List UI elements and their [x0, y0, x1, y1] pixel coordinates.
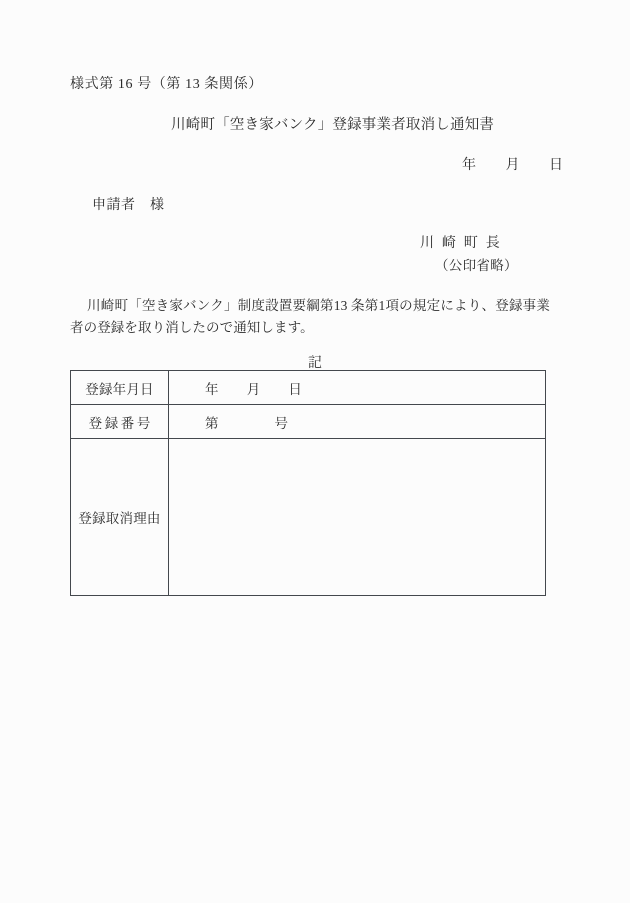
form-number: 様式第 16 号（第 13 条関係） — [70, 77, 263, 92]
body-paragraph: 川崎町「空き家バンク」制度設置要綱第13 条第1項の規定により、登録事業者の登録を取り消したので通知します。 — [70, 298, 550, 335]
document-title: 川崎町「空き家バンク」登録事業者取消し通知書 — [171, 117, 495, 133]
registration-detail-table — [70, 370, 546, 596]
issue-date-line: 年 月 日 — [462, 158, 564, 173]
row-value-registration-number[interactable]: 第 号 — [169, 405, 546, 439]
row-label-cancellation-reason: 登録取消理由 — [71, 439, 169, 596]
table-row — [71, 371, 546, 405]
issuer-name: 川 崎 町 長 — [420, 236, 502, 251]
ki-marker: 記 — [308, 356, 322, 371]
row-label-registration-number: 登録番号 — [71, 405, 169, 439]
table-row — [71, 405, 546, 439]
seal-omitted-note: （公印省略） — [435, 258, 518, 273]
row-value-registration-date[interactable]: 年 月 日 — [169, 371, 546, 405]
row-label-registration-date: 登録年月日 — [71, 371, 169, 405]
row-value-cancellation-reason[interactable] — [169, 439, 546, 596]
table-row — [71, 439, 546, 596]
addressee-line: 申請者 様 — [92, 198, 165, 213]
